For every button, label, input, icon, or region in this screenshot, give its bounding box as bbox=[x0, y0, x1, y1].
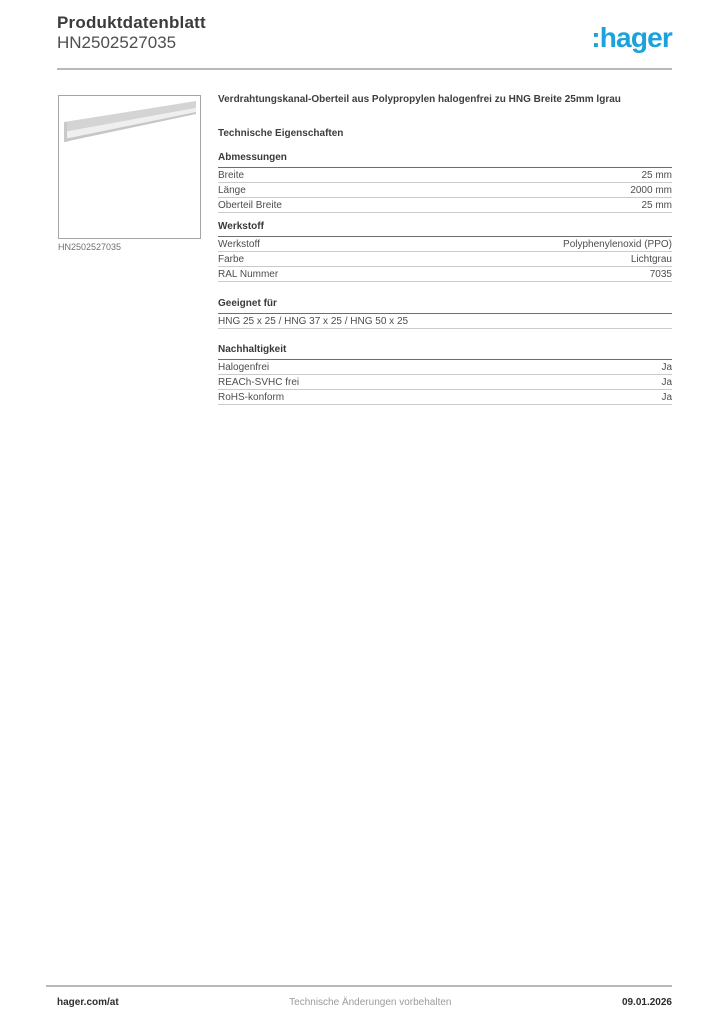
footer bbox=[46, 997, 672, 1008]
product-id: HN2502527035 bbox=[57, 33, 177, 52]
row-label: Oberteil Breite bbox=[218, 199, 282, 211]
row-label: REACh-SVHC frei bbox=[218, 376, 300, 388]
footer-notice: Technische Änderungen vorbehalten bbox=[289, 997, 452, 1008]
table-row bbox=[218, 390, 672, 405]
row-value: 2000 mm bbox=[630, 184, 672, 196]
product-image-caption: HN2502527035 bbox=[58, 242, 122, 252]
row-value: Lichtgrau bbox=[630, 253, 672, 265]
tech-properties-heading: Technische Eigenschaften bbox=[218, 128, 344, 139]
section-abmessungen bbox=[218, 152, 672, 213]
section-geeignet-fuer bbox=[218, 298, 672, 329]
row-value: Polyphenylenoxid (PPO) bbox=[563, 238, 672, 250]
section-title: Abmessungen bbox=[218, 152, 672, 168]
row-label: RoHS-konform bbox=[218, 391, 285, 403]
section-werkstoff bbox=[218, 221, 672, 282]
row-value: 25 mm bbox=[641, 169, 672, 181]
table-row bbox=[218, 198, 672, 213]
section-title: Werkstoff bbox=[218, 221, 672, 237]
table-row bbox=[218, 314, 672, 329]
row-label: Werkstoff bbox=[218, 238, 260, 250]
table-row bbox=[218, 360, 672, 375]
row-value: Ja bbox=[661, 361, 672, 373]
section-title: Nachhaltigkeit bbox=[218, 344, 672, 360]
row-label: Farbe bbox=[218, 253, 245, 265]
duct-cover-profile-image bbox=[59, 96, 200, 238]
footer-date: 09.01.2026 bbox=[621, 997, 672, 1008]
footer-divider bbox=[46, 985, 672, 987]
row-value: 25 mm bbox=[641, 199, 672, 211]
header-divider bbox=[57, 68, 672, 70]
row-value: Ja bbox=[661, 391, 672, 403]
table-row bbox=[218, 183, 672, 198]
hager-logo: :hager bbox=[591, 22, 672, 53]
row-label: Halogenfrei bbox=[218, 361, 270, 373]
section-title: Geeignet für bbox=[218, 298, 672, 314]
row-label: RAL Nummer bbox=[218, 268, 279, 280]
table-row bbox=[218, 375, 672, 390]
row-label: Länge bbox=[218, 184, 246, 196]
product-description: Verdrahtungskanal-Oberteil aus Polypropylen halogenfrei zu HNG Breite 25mm lgrau bbox=[218, 94, 621, 105]
table-row bbox=[218, 168, 672, 183]
table-row bbox=[218, 252, 672, 267]
row-value: 7035 bbox=[649, 268, 672, 280]
page-title: Produktdatenblatt bbox=[57, 13, 206, 32]
table-row bbox=[218, 267, 672, 282]
section-nachhaltigkeit bbox=[218, 344, 672, 405]
footer-url: hager.com/at bbox=[57, 997, 119, 1008]
row-value: Ja bbox=[661, 376, 672, 388]
product-image bbox=[58, 95, 201, 239]
table-row bbox=[218, 237, 672, 252]
row-label: Breite bbox=[218, 169, 245, 181]
row-label: HNG 25 x 25 / HNG 37 x 25 / HNG 50 x 25 bbox=[218, 315, 409, 327]
